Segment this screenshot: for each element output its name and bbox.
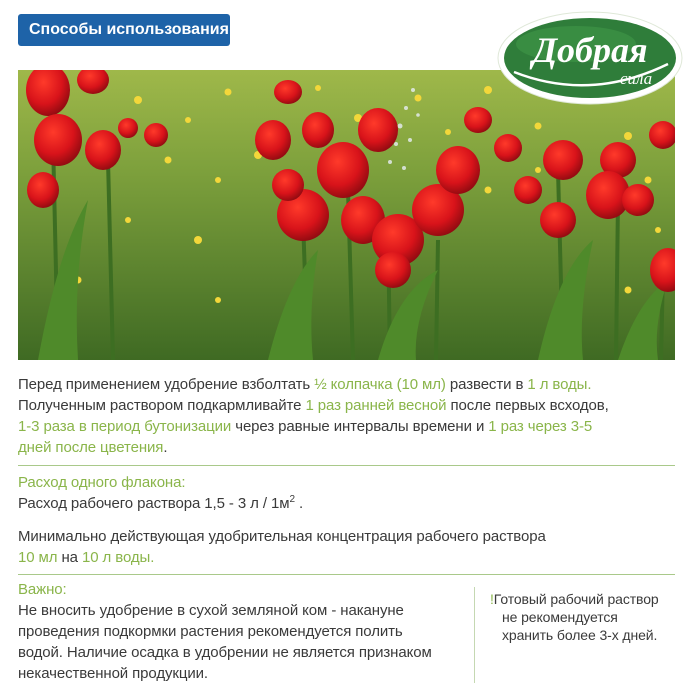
divider xyxy=(18,574,675,575)
divider xyxy=(18,465,675,466)
instructions-line-2: Полученным раствором подкармливайте 1 раз ранней весной после первых всходов, xyxy=(18,397,609,414)
important-line-4: некачественной продукции. xyxy=(18,665,208,682)
vertical-divider xyxy=(474,587,475,683)
important-line-3: водой. Наличие осадка в удобрении не является признаком xyxy=(18,644,432,661)
logo-sub-text: сила xyxy=(619,69,653,88)
consumption-rate: Расход рабочего раствора 1,5 - 3 л / $1м^2$ . xyxy=(18,494,304,512)
logo-main-text: Добрая xyxy=(532,30,648,70)
consumption-heading: Расход одного флакона: xyxy=(18,474,186,491)
min-concentration-line-2: 10 мл на 10 л воды. xyxy=(18,549,155,566)
brand-logo xyxy=(496,10,684,106)
important-line-1: Не вносить удобрение в сухой земляной ком - накануне xyxy=(18,602,404,619)
warning-mark-icon: ! xyxy=(490,591,494,607)
instructions-line-4: дней после цветения. xyxy=(18,439,168,456)
section-title-badge xyxy=(18,14,230,46)
min-concentration-line-1: Минимально действующая удобрительная концентрация рабочего раствора xyxy=(18,528,546,545)
instructions-line-1: Перед применением удобрение взболтать ½ колпачка (10 мл) развести в 1 л воды. xyxy=(18,376,592,393)
storage-note-line-2: не рекомендуется xyxy=(502,609,618,625)
section-title: Способы использования xyxy=(29,21,229,38)
storage-note-line-3: хранить более 3-х дней. xyxy=(502,627,658,643)
instructions-line-3: 1-3 раза в период бутонизации через равные интервалы времени и 1 раз через 3-5 xyxy=(18,418,593,435)
tulip-photo xyxy=(18,70,675,360)
important-line-2: проведения подкормки растения рекомендуется полить xyxy=(18,623,403,640)
important-heading: Важно: xyxy=(18,581,67,598)
storage-note-line-1: !Готовый рабочий раствор xyxy=(490,591,659,607)
